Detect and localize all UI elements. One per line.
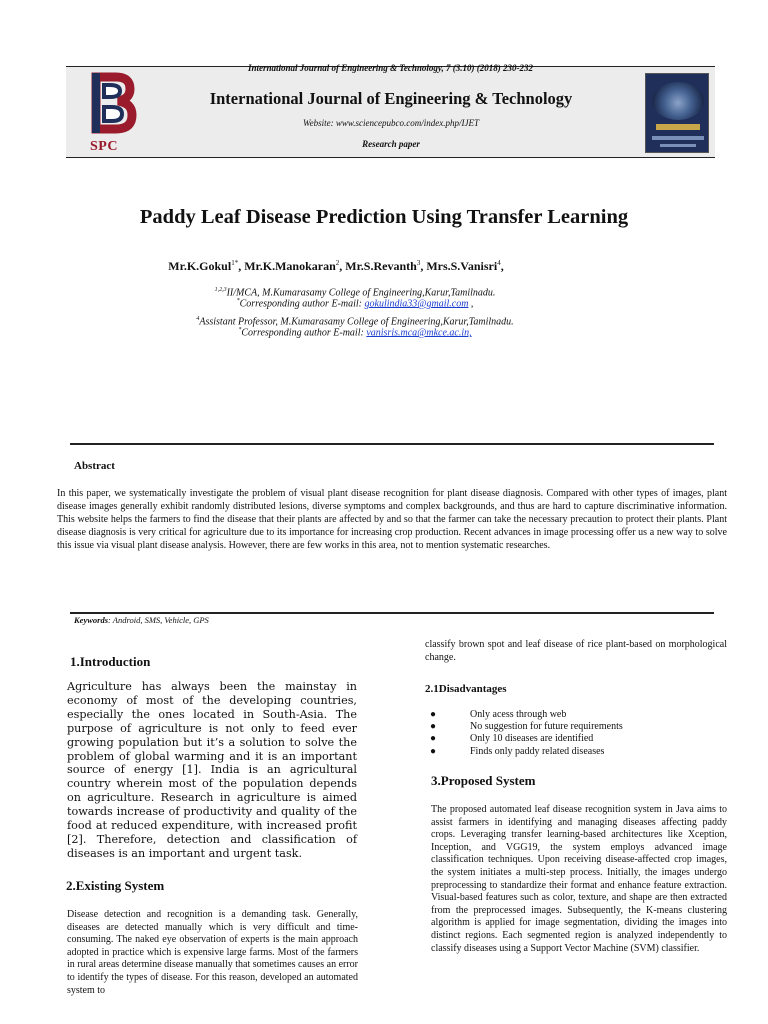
author-sup: 1* xyxy=(231,259,239,267)
list-item xyxy=(430,721,730,733)
email-suffix: , xyxy=(468,298,474,310)
section-heading-introduction: 1.Introduction xyxy=(70,654,151,669)
author-name: Mrs.S.Vanisri xyxy=(426,259,498,273)
existing-system-continuation: classify brown spot and leaf disease of rice plant-based on morphological change. xyxy=(425,639,727,663)
keywords-text: : Android, SMS, Vehicle, GPS xyxy=(108,615,209,625)
list-item xyxy=(430,746,730,758)
author-sup: 2 xyxy=(335,259,340,267)
bullet-icon: ● xyxy=(430,733,437,745)
email-label: Corresponding author E-mail: xyxy=(239,298,365,310)
bullet-icon: ● xyxy=(430,709,437,720)
affiliation-sup: 1,2,3 xyxy=(214,287,227,293)
author-name: Mr.S.Revanth xyxy=(345,259,417,273)
journal-cover-image xyxy=(645,73,709,153)
journal-citation: International Journal of Engineering & Technology, 7 (3.10) (2018) 230-232 xyxy=(247,63,534,73)
affiliation-sup: 4 xyxy=(196,316,200,322)
affiliation-star: * xyxy=(236,298,240,304)
divider xyxy=(70,443,714,445)
section-heading-disadvantages: 2.1Disadvantages xyxy=(425,683,507,695)
proposed-system-body: The proposed automated leaf disease recognition system in Java aims to assist farmers in identifying and managing diseases affecting paddy crops. Leveraging transfer learning-based architectures like Xception, Inception, and VGG19, the system employs advanced image classification techniques. Upon receiving disease-affected crop images, the system initiates a multi-step process. Initially, the images undergo preprocessing to standardize their format and enhance feature extraction. Visual-based features such as color, texture, and shape are then extracted from the preprocessed images. Subsequently, the K-means clustering algorithm is applied for image segmentation, dividing the images into distinct regions. Each segmented region is analyzed independently to classify diseases using a Support Vector Machine (SVM) classifier. xyxy=(431,804,727,954)
publisher-logo xyxy=(76,69,152,157)
affiliation-text: Assistant Professor, M.Kumarasamy College of Engineering,Karur,Tamilnadu. xyxy=(199,316,514,328)
bullet-icon: ● xyxy=(430,721,437,733)
journal-website[interactable]: Website: www.sciencepubco.com/index.php/IJET xyxy=(303,118,479,128)
section-heading-proposed-system: 3.Proposed System xyxy=(431,773,536,788)
affiliation-1 xyxy=(0,287,710,298)
author-list xyxy=(0,259,672,274)
disadvantages-list xyxy=(430,709,730,758)
author-name: Mr.K.Manokaran xyxy=(244,259,336,273)
author-separator: , xyxy=(420,259,427,273)
keywords xyxy=(74,615,209,625)
email-link[interactable]: vanisris.mca@mkce.ac.in, xyxy=(366,327,472,339)
affiliation-text: II/MCA, M.Kumarasamy College of Engineering,Karur,Tamilnadu. xyxy=(226,287,496,299)
existing-system-body: Disease detection and recognition is a demanding task. Generally, diseases are detected manually which is very difficult and time-consuming. The naked eye observation of experts is the main approach adopted in practice which is expensive large farms. Most of the farmers in rural areas determine disease manually that sometimes causes an error to identify the types of disease. For this reason, developed an automated system to xyxy=(67,909,358,996)
author-separator: , xyxy=(339,259,346,273)
author-separator: , xyxy=(500,259,504,273)
list-item xyxy=(430,709,730,721)
paper-title: Paddy Leaf Disease Prediction Using Transfer Learning xyxy=(139,206,629,228)
divider xyxy=(70,612,714,614)
list-item-text: No suggestion for future requirements xyxy=(470,721,623,733)
affiliation-star: * xyxy=(238,327,242,333)
author-separator: , xyxy=(238,259,245,273)
corresponding-email-1 xyxy=(0,298,710,309)
logo-text: SPC xyxy=(90,139,118,154)
list-item-text: Only 10 diseases are identified xyxy=(470,733,594,745)
author-sup: 3 xyxy=(416,259,421,267)
email-label: Corresponding author E-mail: xyxy=(241,327,367,339)
spc-logo-icon xyxy=(76,69,152,139)
corresponding-email-2 xyxy=(0,327,710,338)
author-name: Mr.K.Gokul xyxy=(168,259,232,273)
email-link[interactable]: gokulindia33@gmail.com xyxy=(364,298,469,310)
abstract-body: In this paper, we systematically investigate the problem of visual plant disease recognition for plant disease diagnosis. Compared with other types of images, plant disease images generally exhibit randomly distributed lesions, diverse symptoms and complex backgrounds, and thus are hard to capture discriminative information. This website helps the farmers to find the disease that their plants are affected by and so that the farmer can take the necessary precaution to protect their plants. Plant disease diagnosis is very critical for agriculture due to its importance for increasing crop production. Recent advances in image processing offer us a new way to solve this issue via visual plant disease analysis. However, there are few works in this area, not to mention systematic researches. xyxy=(57,488,727,551)
affiliation-2 xyxy=(0,316,710,327)
list-item-text: Only acess through web xyxy=(470,709,567,720)
paper-type: Research paper xyxy=(362,139,420,149)
journal-header xyxy=(66,63,715,158)
bullet-icon: ● xyxy=(430,745,437,757)
section-heading-existing-system: 2.Existing System xyxy=(66,878,165,893)
introduction-body: Agriculture has always been the mainstay in economy of most of the developing countries, especially the ones located in South-Asia. The purpose of agriculture is not only to feed ever growing population but it’s a solution to solve the problem of global warming and it is an important source of energy [1]. India is an agricultural country wherein most of the population depends on agriculture. Research in agriculture is aimed towards increase of productivity and quality of the food at reduced expenditure, with increased profit [2]. Therefore, detection and classification of diseases is an important and urgent task. xyxy=(67,680,357,860)
journal-title: International Journal of Engineering & Technology xyxy=(209,89,573,108)
abstract-heading: Abstract xyxy=(74,460,115,472)
list-item xyxy=(430,733,730,745)
keywords-label: Keywords xyxy=(74,615,108,625)
list-item-text: Finds only paddy related diseases xyxy=(470,745,605,757)
author-sup: 4 xyxy=(497,259,501,267)
